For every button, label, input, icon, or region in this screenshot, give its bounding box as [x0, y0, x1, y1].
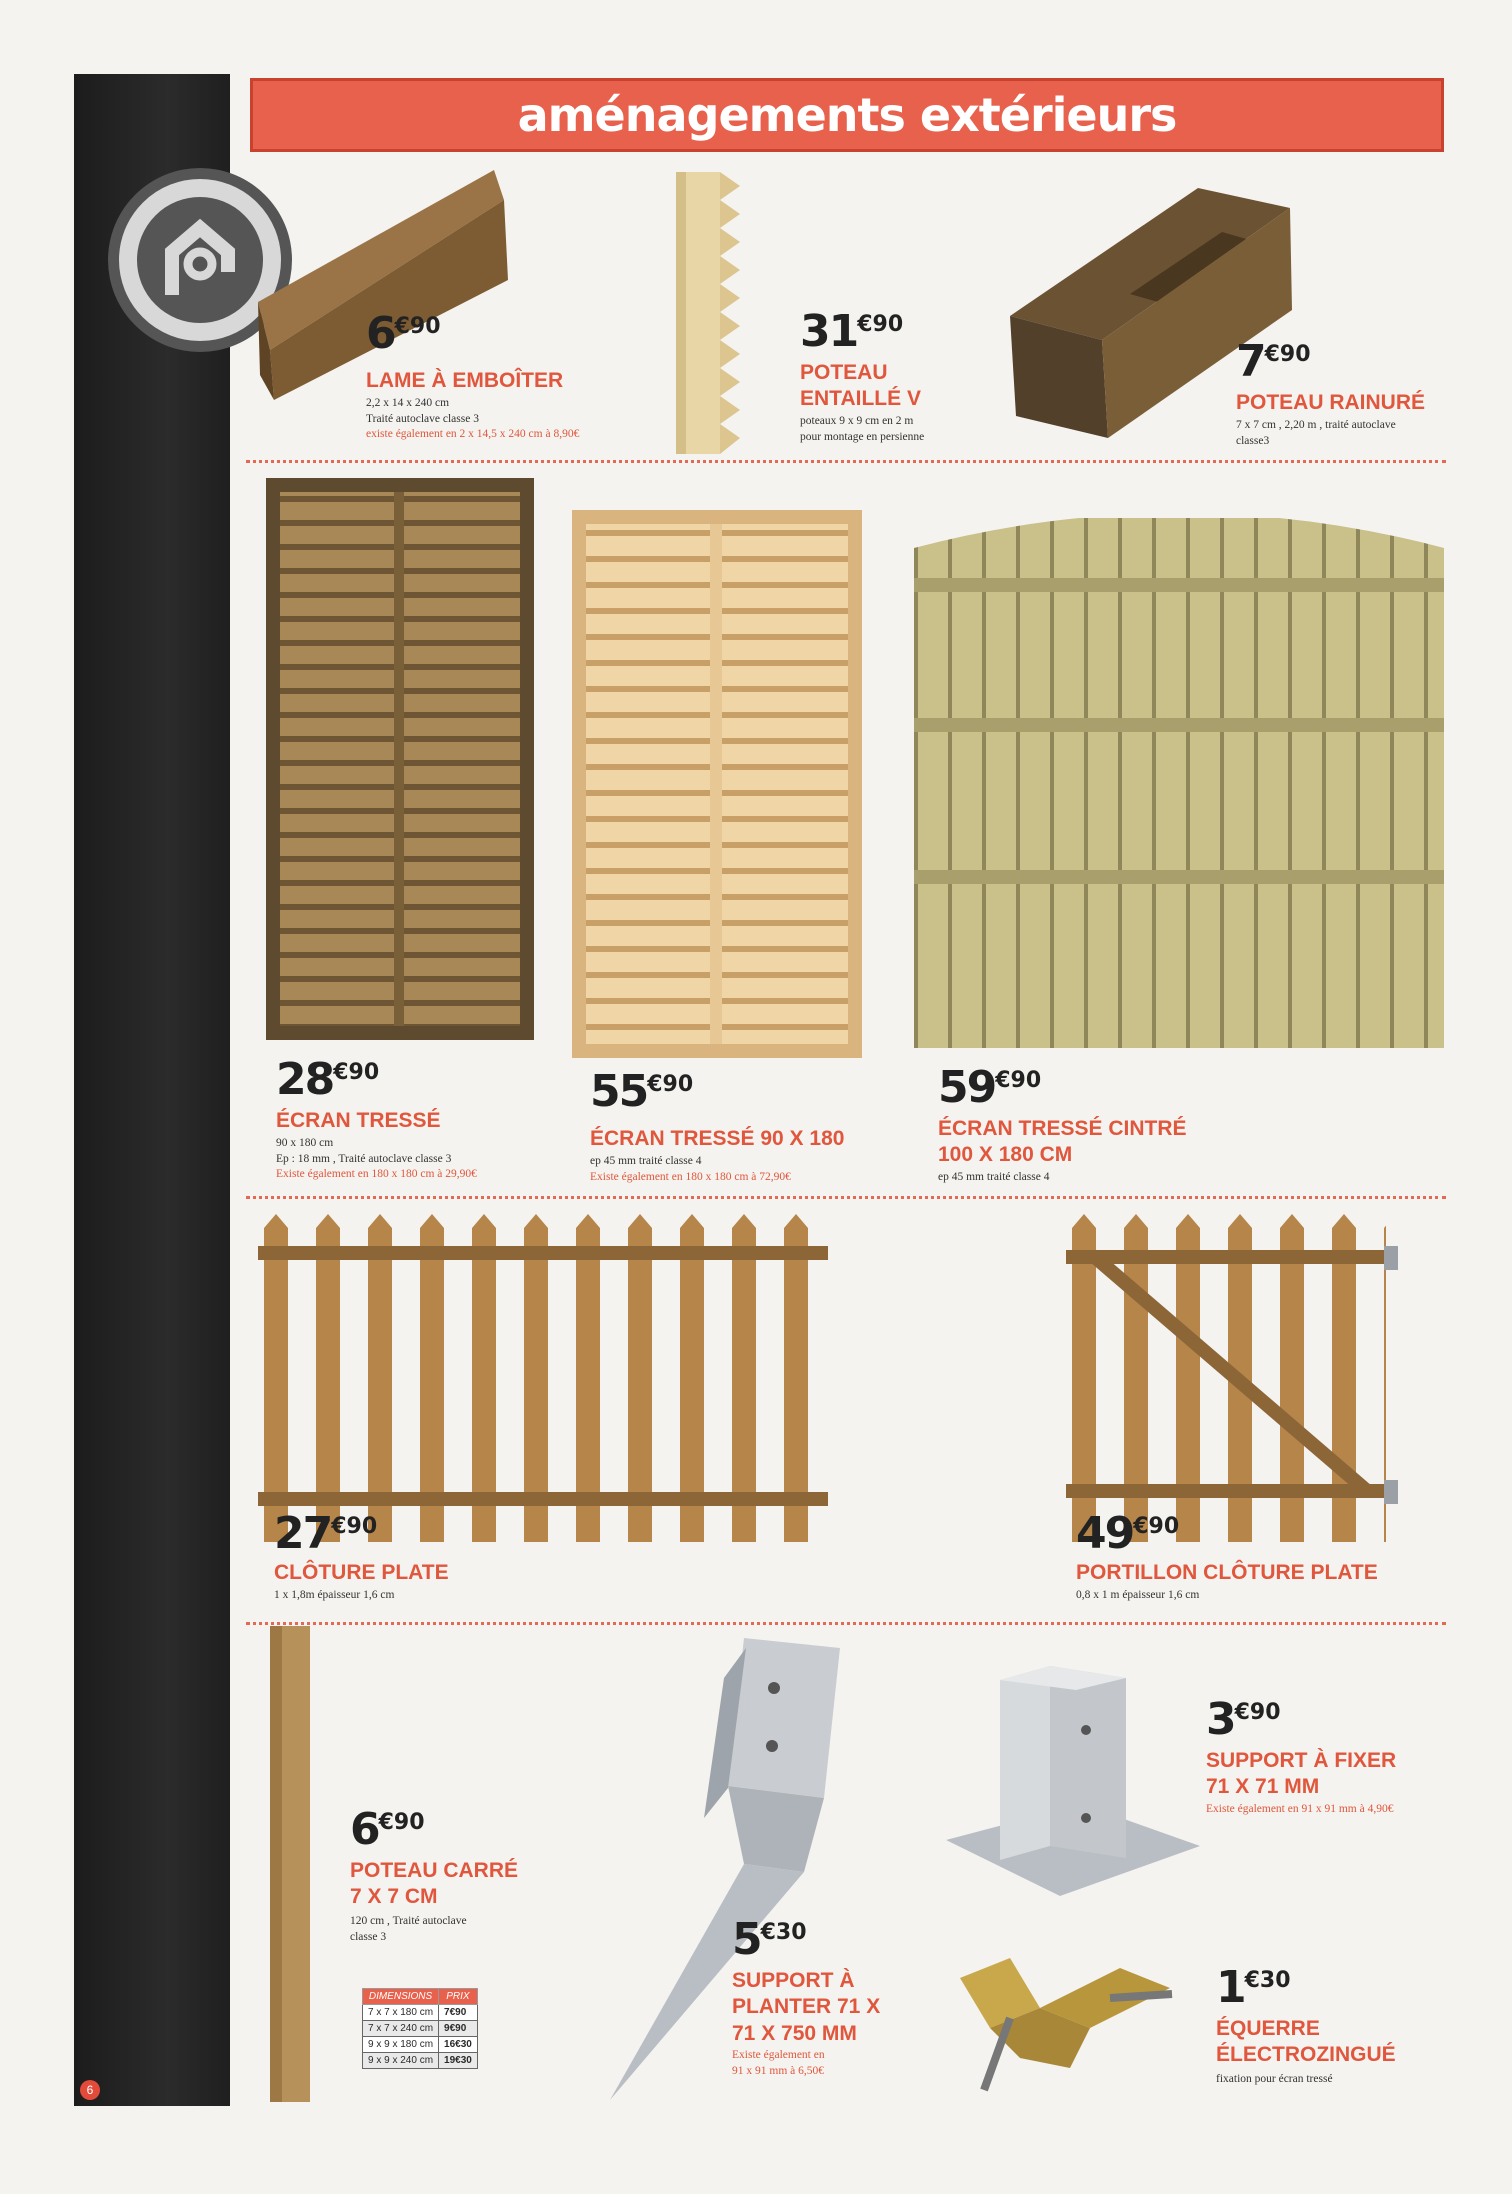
poteau-carre-image: [270, 1626, 314, 2102]
product-description: poteaux 9 x 9 cm en 2 m pour montage en persienne: [800, 415, 925, 443]
price: 3€90: [1206, 1694, 1281, 1745]
price: 59€90: [938, 1062, 1042, 1113]
product-name: ÉCRAN TRESSÉ: [276, 1109, 441, 1132]
price: 5€30: [732, 1914, 807, 1965]
product-description: ep 45 mm traité classe 4 Existe également en 180 x 180 cm à 72,90€: [590, 1155, 791, 1183]
lame-image: [252, 160, 512, 400]
price: 49€90: [1076, 1508, 1180, 1559]
ecran-tresse-cintre-image: [914, 518, 1444, 1048]
product-name: ÉCRAN TRESSÉ 90 X 180: [590, 1127, 845, 1150]
table-row: 7 x 7 x 240 cm 9€90: [363, 2021, 478, 2037]
product-name: POTEAU CARRÉ 7 X 7 CM: [350, 1859, 519, 1909]
price: 28€90: [276, 1054, 380, 1105]
product-name: CLÔTURE PLATE: [274, 1561, 449, 1584]
price: 55€90: [590, 1066, 694, 1117]
dimensions-table: DIMENSIONS PRIX 7 x 7 x 180 cm 7€90 7 x 7 x 240 cm 9€90 9 x 9 x 180 cm 16€30 9 x 9 x 240 cm 19€30: [362, 1988, 478, 2069]
product-name: ÉQUERRE ÉLECTROZINGUÉ: [1216, 2017, 1396, 2067]
support-fixer-image: [940, 1650, 1204, 1906]
product-description: fixation pour écran tressé: [1216, 2073, 1333, 2085]
table-row: 7 x 7 x 180 cm 7€90: [363, 2005, 478, 2021]
product-description: Existe également en 91 x 91 mm à 4,90€: [1206, 1803, 1394, 1815]
cloture-plate-image: [258, 1214, 828, 1542]
sidebar-band: [74, 74, 230, 2106]
product-description: 2,2 x 14 x 240 cm Traité autoclave classe 3 existe également en 2 x 14,5 x 240 cm à 8,90€: [366, 397, 580, 441]
product-name: ÉCRAN TRESSÉ CINTRÉ 100 X 180 CM: [938, 1117, 1187, 1167]
page-number: 6: [80, 2080, 100, 2100]
separator: [246, 1622, 1446, 1625]
page-title: aménagements extérieurs: [250, 78, 1444, 152]
price: 6€90: [366, 308, 441, 359]
product-description: 120 cm , Traité autoclave classe 3: [350, 1915, 467, 1943]
product-description: 1 x 1,8m épaisseur 1,6 cm: [274, 1589, 395, 1601]
product-description: 7 x 7 cm , 2,20 m , traité autoclave classe3: [1236, 419, 1396, 447]
equerre-image: [950, 1948, 1180, 2098]
price: 7€90: [1236, 336, 1311, 387]
price: 31€90: [800, 306, 904, 357]
product-name: PORTILLON CLÔTURE PLATE: [1076, 1561, 1378, 1584]
product-description: 90 x 180 cm Ep : 18 mm , Traité autoclave classe 3 Existe également en 180 x 180 cm à 29,90€: [276, 1137, 477, 1181]
product-description: ep 45 mm traité classe 4: [938, 1171, 1050, 1183]
separator: [246, 1196, 1446, 1199]
portillon-image: [1066, 1214, 1406, 1542]
product-name: SUPPORT À FIXER 71 X 71 MM: [1206, 1749, 1397, 1799]
product-name: POTEAU RAINURÉ: [1236, 391, 1426, 414]
table-row: 9 x 9 x 240 cm 19€30: [363, 2053, 478, 2069]
product-name: SUPPORT À PLANTER 71 X 71 X 750 MM: [732, 1969, 881, 2045]
product-description: 0,8 x 1 m épaisseur 1,6 cm: [1076, 1589, 1200, 1601]
price: 6€90: [350, 1804, 425, 1855]
ecran-tresse-image: [266, 478, 534, 1040]
price: 1€30: [1216, 1962, 1291, 2013]
price: 27€90: [274, 1508, 378, 1559]
product-name: POTEAU ENTAILLÉ V: [800, 361, 921, 411]
product-name: LAME À EMBOÎTER: [366, 369, 564, 392]
product-description: Existe également en 91 x 91 mm à 6,50€: [732, 2049, 825, 2077]
poteau-entaille-image: [676, 172, 744, 454]
separator: [246, 460, 1446, 463]
table-row: 9 x 9 x 180 cm 16€30: [363, 2037, 478, 2053]
ecran-tresse-90x180-image: [572, 510, 862, 1058]
